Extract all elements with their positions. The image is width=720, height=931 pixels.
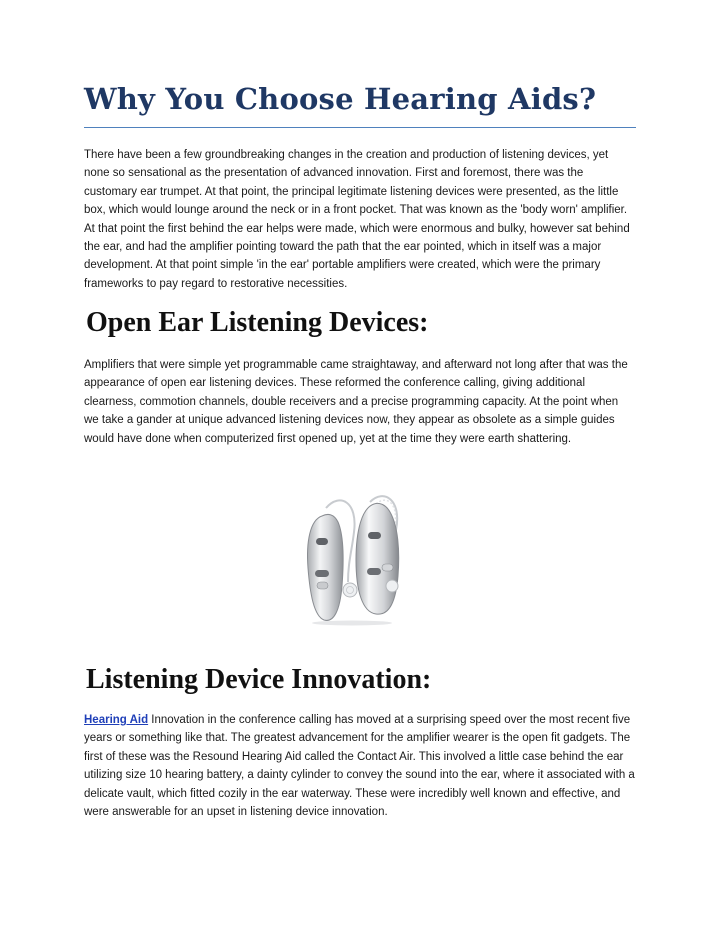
page-title: Why You Choose Hearing Aids? [84,82,597,116]
title-underline-rule [84,127,636,128]
innovation-paragraph [84,711,636,821]
innovation-paragraph-text: Innovation in the conference calling has moved at a surprising speed over the most recent five years or something like that. The greatest advancement for the amplifier wearer is the open fit gadgets. The first of these was the Resound Hearing Aid called the Contact Air. This involved a little case behind the ear utilizing size 10 hearing battery, a dainty cylinder to convey the sound into the ear, where it associated with a delicate vault, which fitted cozily in the ear waterway. These were incredibly well known and effective, and were answerable for an upset in listening device innovation. [84,714,635,819]
section-heading-open-ear: Open Ear Listening Devices: [86,307,429,338]
hearing-aid-link[interactable]: Hearing Aid [84,714,149,726]
intro-paragraph: There have been a few groundbreaking changes in the creation and production of listening devices, yet none so sensational as the presentation of advanced innovation. First and foremost, there was the customary ear trumpet. At that point, the principal legitimate listening devices were presented, as the little box, which would lounge around the neck or in a front pocket. That was known as the 'body worn' amplifier. At that point the first behind the ear helps were made, which were enormous and bulky, however sat behind the ear, and had the amplifier pointing toward the path that the ear pointed, which in itself was a major development. At that point simple 'in the ear' portable amplifiers were created, which were the primary frameworks to pay regard to restorative necessities. [84,149,630,290]
hearing-aid-image [292,490,428,626]
section-heading-innovation: Listening Device Innovation: [86,664,432,695]
open-ear-paragraph: Amplifiers that were simple yet programmable came straightaway, and afterward not long after that was the appearance of open ear listening devices. These reformed the conference calling, giving additional clearness, commotion channels, double receivers and a precise programming capacity. At the point when we take a gander at unique advanced listening devices now, they appear as obsolete as a simple guides would have done when computerized first opened up, yet at the time they were earth shattering. [84,359,628,445]
